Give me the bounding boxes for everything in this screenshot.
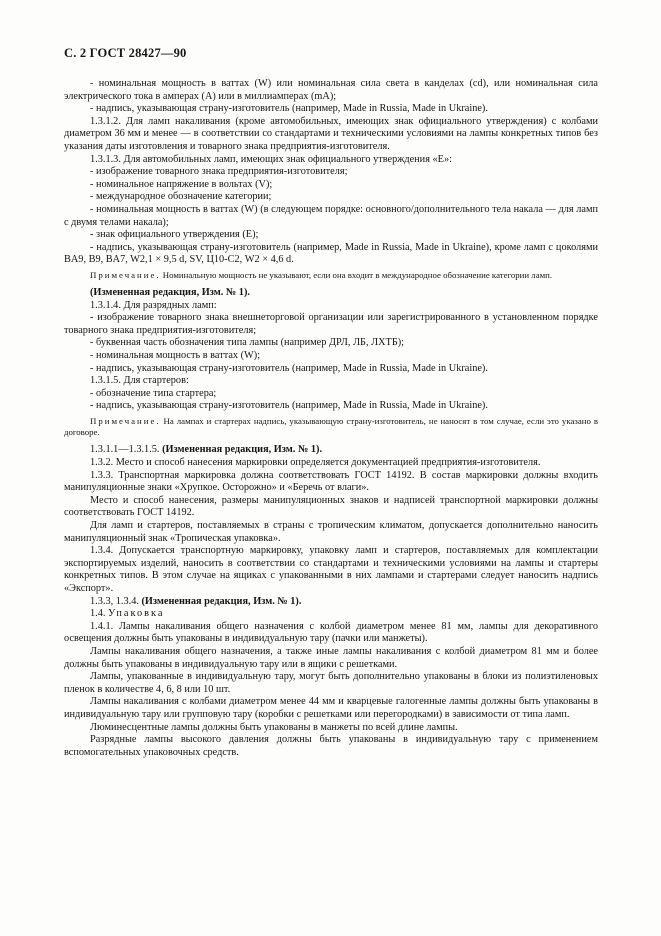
note-label: Примечание. bbox=[90, 416, 161, 427]
paragraph: 1.3.4. Допускается транспортную маркировку, упаковку ламп и стартеров, поставляемых для комплектации экспортируемых изделий, наносить в соответствии со стандартами и техническими условиями на лампы и стартеры конкретных типов. В этом случае на ящиках с упакованными в них лампами и стартерами следует наносить надпись «Экспорт». bbox=[64, 545, 598, 594]
section-number: 1.4. bbox=[90, 608, 109, 620]
note-label: Примечание. bbox=[90, 269, 161, 280]
paragraph: - буквенная часть обозначения типа лампы (например ДРЛ, ЛБ, ЛХТБ); bbox=[90, 337, 405, 349]
note bbox=[64, 416, 598, 438]
paragraph: 1.3.1.2. Для ламп накаливания (кроме автомобильных, имеющих знак официального утверждения) с колбами диаметром 36 мм и менее — в соответствии со стандартами и техническими условиями на лампы конкретных типов без указания даты изготовления и товарного знака предприятия-изготовителя. bbox=[64, 115, 598, 152]
paragraph: 1.3.2. Место и способ нанесения маркировки определяется документацией предприятия-изготовителя. bbox=[90, 457, 541, 469]
paragraph: - номинальная мощность в ваттах (W) или номинальная сила света в канделах (cd), или номинальная сила электрического тока в амперах (А) или в миллиамперах (mA); bbox=[64, 78, 598, 102]
paragraph: 1.3.1.5. Для стартеров: bbox=[90, 375, 189, 387]
amendment-note bbox=[64, 444, 598, 457]
paragraph: Лампы накаливания с колбами диаметром менее 44 мм и кварцевые галогенные лампы должны быть упакованы в индивидуальную тару или групповую тару (коробки с решетками или перегородками) в зависимости от типа ламп. bbox=[64, 696, 598, 720]
paragraph: - обозначение типа стартера; bbox=[90, 387, 217, 399]
paragraph: - надпись, указывающая страну-изготовитель (например, Made in Russia, Made in Ukraine), кроме ламп с цоколями BA9, B9, BA7, W2,1 × 9,5 d, SV, Ц10-С2, W2 × 4,6 d. bbox=[64, 241, 598, 266]
paragraph: - международное обозначение категории; bbox=[90, 191, 272, 203]
paragraph: - надпись, указывающая страну-изготовитель (например, Made in Russia, Made in Ukraine). bbox=[90, 103, 488, 115]
paragraph: Разрядные лампы высокого давления должны быть упакованы в индивидуальную тару с применением вспомогательных упаковочных средств. bbox=[64, 734, 598, 758]
paragraph: - изображение товарного знака предприятия-изготовителя; bbox=[90, 166, 348, 178]
amendment-text: (Измененная редакция, Изм. № 1). bbox=[141, 595, 302, 607]
paragraph: Место и способ нанесения, размеры манипуляционных знаков и надписей транспортной маркировки должны соответствовать ГОСТ 14192. bbox=[64, 494, 598, 519]
paragraph: - номинальная мощность в ваттах (W) (в следующем порядке: основного/дополнительного тела накала — для ламп с двумя телами накала); bbox=[64, 203, 598, 228]
paragraph: - изображение товарного знака внешнеторговой организации или зарегистрированного в установленном порядке товарного знака предприятия-изготовителя; bbox=[64, 312, 598, 336]
amendment-note bbox=[64, 596, 598, 609]
section-heading bbox=[64, 608, 598, 621]
paragraph: Лампы, упакованные в индивидуальную тару, могут быть дополнительно упакованы в блоки из полиэтиленовых пленок в количестве 4, 6, 8 или 10 шт. bbox=[64, 671, 598, 695]
note bbox=[64, 270, 598, 281]
paragraph: Люминесцентные лампы должны быть упакованы в манжеты по всей длине лампы. bbox=[90, 721, 458, 733]
note-text: На лампах и стартерах надпись, указывающую страну-изготовитель, не наносят в том случае, если это указано в договоре. bbox=[64, 416, 598, 438]
paragraph: 1.3.1.4. Для разрядных ламп: bbox=[90, 299, 217, 311]
clause-number: 1.3.1.1—1.3.1.5. bbox=[90, 444, 163, 456]
paragraph: Для ламп и стартеров, поставляемых в страны с тропическим климатом, допускается дополнительно наносить манипуляционный знак «Тропическая упаковка». bbox=[64, 520, 598, 544]
paragraph: 1.3.3. Транспортная маркировка должна соответствовать ГОСТ 14192. В состав маркировки должны входить манипуляционные знаки «Хрупкое. Осторожно» и «Беречь от влаги». bbox=[64, 469, 598, 494]
clause-number: 1.3.3, 1.3.4. bbox=[90, 595, 142, 607]
paragraph: - знак официального утверждения (Е); bbox=[90, 229, 259, 241]
note-text: Номинальную мощность не указывают, если она входит в международное обозначение категории ламп. bbox=[160, 269, 553, 280]
paragraph: - номинальная мощность в ваттах (W); bbox=[90, 350, 261, 362]
page-header: С. 2 ГОСТ 28427—90 bbox=[64, 46, 187, 60]
paragraph: - надпись, указывающая страну-изготовитель (например, Made in Russia, Made in Ukraine). bbox=[90, 362, 488, 374]
paragraph: - надпись, указывающая страну-изготовитель (например, Made in Russia, Made in Ukraine). bbox=[90, 400, 488, 412]
section-title: Упаковка bbox=[108, 608, 165, 620]
document-body bbox=[64, 78, 598, 759]
amendment-text: (Измененная редакция, Изм. № 1). bbox=[162, 444, 323, 456]
paragraph: Лампы накаливания общего назначения, а также иные лампы накаливания с колбой диаметром 81 мм и более должны быть упакованы в индивидуальную тару или в ящики с решетками. bbox=[64, 645, 598, 670]
paragraph: - номинальное напряжение в вольтах (V); bbox=[90, 178, 273, 190]
paragraph: 1.3.1.3. Для автомобильных ламп, имеющих знак официального утверждения «Е»: bbox=[90, 153, 452, 165]
paragraph: 1.4.1. Лампы накаливания общего назначения с колбой диаметром менее 81 мм, лампы для декоративного освещения должны быть упакованы в индивидуальную тару (пачки или манжеты). bbox=[64, 620, 598, 645]
amendment-note: (Измененная редакция, Изм. № 1). bbox=[90, 287, 250, 299]
